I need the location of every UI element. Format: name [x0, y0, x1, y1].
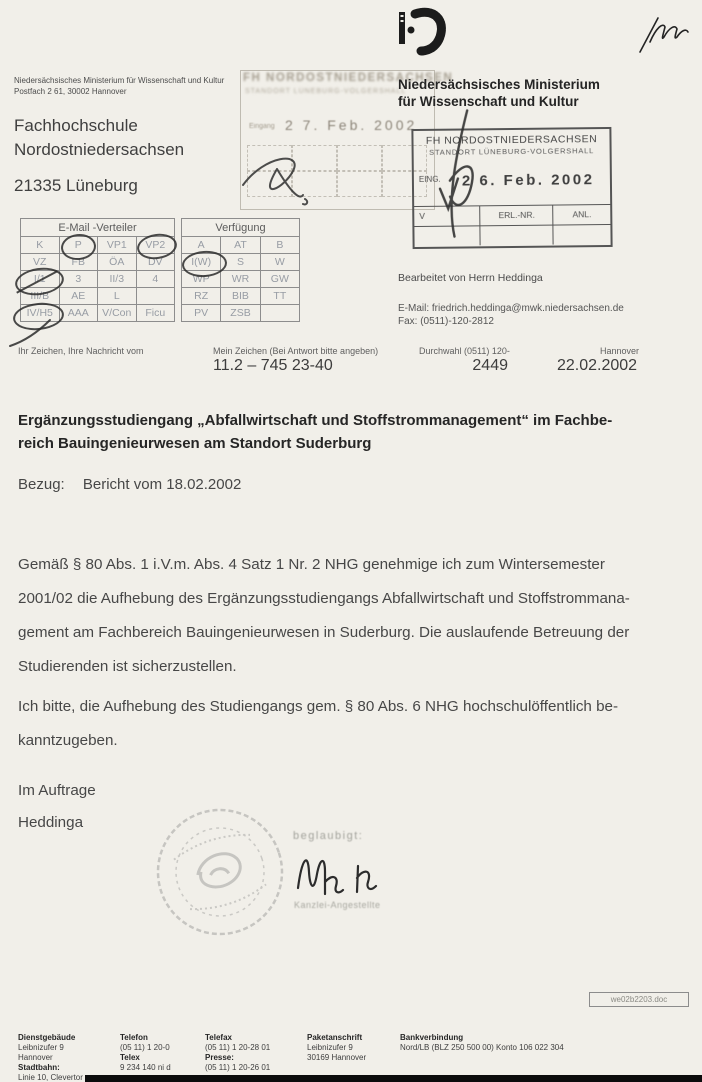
fh-stamp-col-erl: ERL.-NR.: [480, 206, 553, 226]
mein-zeichen-value: 11.2 – 745 23-40: [213, 357, 333, 374]
verteiler-title: E-Mail -Verteiler: [21, 219, 175, 237]
subject-line2: reich Bauingenieurwesen am Standort Suderburg: [18, 434, 372, 452]
footer-col-dienstgebaeude: Dienstgebäude Leibnizufer 9 Hannover Stadtbahn: Linie 10, Clevertor: [18, 1033, 83, 1082]
sender-line1: Niedersächsisches Ministerium für Wissenschaft und Kultur: [14, 76, 225, 85]
footer-col-telefax: Telefax (05 11) 1 20-28 01 Presse: (05 11) 1 20-26 01: [205, 1033, 271, 1072]
paragraph-2: [18, 690, 618, 758]
durchwahl-label: Durchwahl (0511) 120-: [419, 346, 510, 356]
contact-block: [398, 302, 624, 328]
verteiler-cell: 4: [136, 271, 175, 288]
verteiler-cell: L: [98, 288, 137, 305]
attestation-signature-icon: [290, 844, 420, 906]
verteiler-cell: I/1: [21, 271, 60, 288]
verfuegung-cell: TT: [260, 288, 299, 305]
verfuegung-cell: W: [260, 254, 299, 271]
verfuegung-cell: GW: [260, 271, 299, 288]
ministry-name: [398, 76, 600, 110]
verteiler-cell: 3: [59, 271, 98, 288]
verteiler-cell: [136, 288, 175, 305]
verteiler-cell: P: [59, 237, 98, 254]
fh-stamp-date: 2 6. Feb. 2002: [461, 171, 595, 190]
verteiler-cell: FB: [59, 254, 98, 271]
p1-line1: Gemäß § 80 Abs. 1 i.V.m. Abs. 4 Satz 1 Nr. 2 NHG genehmige ich zum Wintersemester: [18, 556, 605, 573]
datum-value: 22.02.2002: [557, 357, 638, 374]
verfuegung-cell: [260, 305, 299, 322]
verteiler-cell: V/Con: [98, 305, 137, 322]
verteiler-cell: Ficu: [136, 305, 175, 322]
verteiler-cell: IV/H5: [21, 305, 60, 322]
verteiler-cell: III/B: [21, 288, 60, 305]
p1-line3: gement am Fachbereich Bauingenieurwesen in Suderburg. Die auslaufende Betreuung der: [18, 624, 630, 641]
official-seal-icon: [140, 802, 300, 942]
verteiler-cell: AAA: [59, 305, 98, 322]
verfuegung-cell: AT: [221, 237, 260, 254]
ministry-logo-icon: [398, 6, 450, 60]
verfuegung-cell: B: [260, 237, 299, 254]
handwritten-initials-icon: [638, 12, 696, 56]
verteiler-cell: DV: [136, 254, 175, 271]
verteiler-cell: AE: [59, 288, 98, 305]
verfuegung-cell: S: [221, 254, 260, 271]
verfuegung-cell: A: [182, 237, 221, 254]
contact-fax: Fax: (0511)-120-2812: [398, 316, 494, 327]
p2-line1: Ich bitte, die Aufhebung des Studiengangs gem. § 80 Abs. 6 NHG hochschulöffentlich be-: [18, 698, 619, 715]
verfuegung-cell: ZSB: [221, 305, 260, 322]
kanzlei-role-label: Kanzlei-Angestellte: [294, 900, 381, 910]
ihr-zeichen-label: Ihr Zeichen, Ihre Nachricht vom: [18, 346, 144, 356]
footer-col-telefon: Telefon (05 11) 1 20-0 Telex 9 234 140 ni d: [120, 1033, 171, 1072]
ort-label: Hannover: [600, 346, 640, 356]
sender-address: [14, 76, 224, 97]
verfuegung-cell: I(W): [182, 254, 221, 271]
recipient-city: 21335 Lüneburg: [14, 176, 138, 195]
p1-line2: 2001/02 die Aufhebung des Ergänzungsstudiengangs Abfallwirtschaft und Stoffstrommana-: [18, 590, 630, 607]
closing-name: Heddinga: [18, 814, 84, 831]
scan-artifact-bar: [85, 1075, 702, 1082]
bezug-text: Bericht vom 18.02.2002: [82, 476, 242, 493]
verteiler-cell: VZ: [21, 254, 60, 271]
recipient-line2: Nordostniedersachsen: [14, 140, 185, 159]
flourish-arrow-icon: [6, 316, 56, 348]
verteiler-cell: VP1: [98, 237, 137, 254]
beglaubigt-label: beglaubigt:: [293, 830, 364, 842]
closing-formula: Im Auftrage: [18, 782, 96, 799]
p1-line4: Studierenden ist sicherzustellen.: [18, 658, 237, 675]
verfuegung-title: Verfügung: [182, 219, 300, 237]
fh-stamp-eing-label: EING.: [418, 174, 441, 184]
contact-email: E-Mail: friedrich.heddinga@mwk.niedersachsen.de: [398, 303, 624, 314]
verfuegung-cell: WP: [182, 271, 221, 288]
verteiler-cell: II/3: [98, 271, 137, 288]
footer-col-paketanschrift: Paketanschrift Leibnizufer 9 30169 Hannover: [307, 1033, 367, 1062]
subject-line1: Ergänzungsstudiengang „Abfallwirtschaft und Stoffstrommanagement“ im Fachbe-: [18, 412, 613, 429]
verteiler-cell: ÖA: [98, 254, 137, 271]
footer-col-bankverbindung: Bankverbindung Nord/LB (BLZ 250 500 00) Konto 106 022 304: [400, 1033, 564, 1052]
verteiler-cell: K: [21, 237, 60, 254]
bezug-line: [18, 476, 241, 493]
faint-stamp-header1: FH NORDOSTNIEDERSACHSEN: [243, 72, 454, 84]
verfuegung-cell: PV: [182, 305, 221, 322]
recipient-address: [14, 114, 184, 162]
verfuegung-cell: RZ: [182, 288, 221, 305]
fh-entry-stamp: [411, 127, 612, 249]
faint-stamp-date: 2 7. Feb. 2002: [285, 117, 418, 133]
sender-line2: Postfach 2 61, 30002 Hannover: [14, 86, 127, 96]
verfuegung-cell: WR: [221, 271, 260, 288]
durchwahl-value: 2449: [472, 357, 508, 374]
fh-stamp-col-anl: ANL.: [552, 205, 610, 225]
verfuegung-cell: BIB: [221, 288, 260, 305]
handwritten-mark-icon: [405, 108, 527, 259]
ministry-name-line2: für Wissenschaft und Kultur: [398, 94, 579, 109]
paragraph-1: [18, 548, 630, 684]
faint-stamp-eingang-label: Eingang: [249, 123, 275, 130]
handwritten-paraph-icon: [237, 149, 337, 215]
recipient-line1: Fachhochschule: [14, 116, 138, 135]
faint-stamp-header2: STANDORT LÜNEBURG-VOLGERSHALL: [245, 88, 407, 95]
ministry-name-line1: Niedersächsisches Ministerium: [398, 77, 600, 92]
verteiler-cell: VP2: [136, 237, 175, 254]
subject-heading: [18, 410, 612, 455]
p2-line2: kanntzugeben.: [18, 732, 118, 749]
fh-stamp-line2: STANDORT LÜNEBURG-VOLGERSHALL: [429, 146, 595, 157]
filename-box: we02b2203.doc: [589, 992, 689, 1007]
mein-zeichen-label: Mein Zeichen (Bei Antwort bitte angeben): [213, 346, 379, 356]
bearbeiter-line: Bearbeitet von Herrn Heddinga: [398, 272, 543, 284]
bezug-label: Bezug:: [18, 476, 65, 493]
fh-stamp-line1: FH NORDOSTNIEDERSACHSEN: [425, 133, 598, 147]
fh-stamp-col-v: V: [419, 210, 426, 221]
